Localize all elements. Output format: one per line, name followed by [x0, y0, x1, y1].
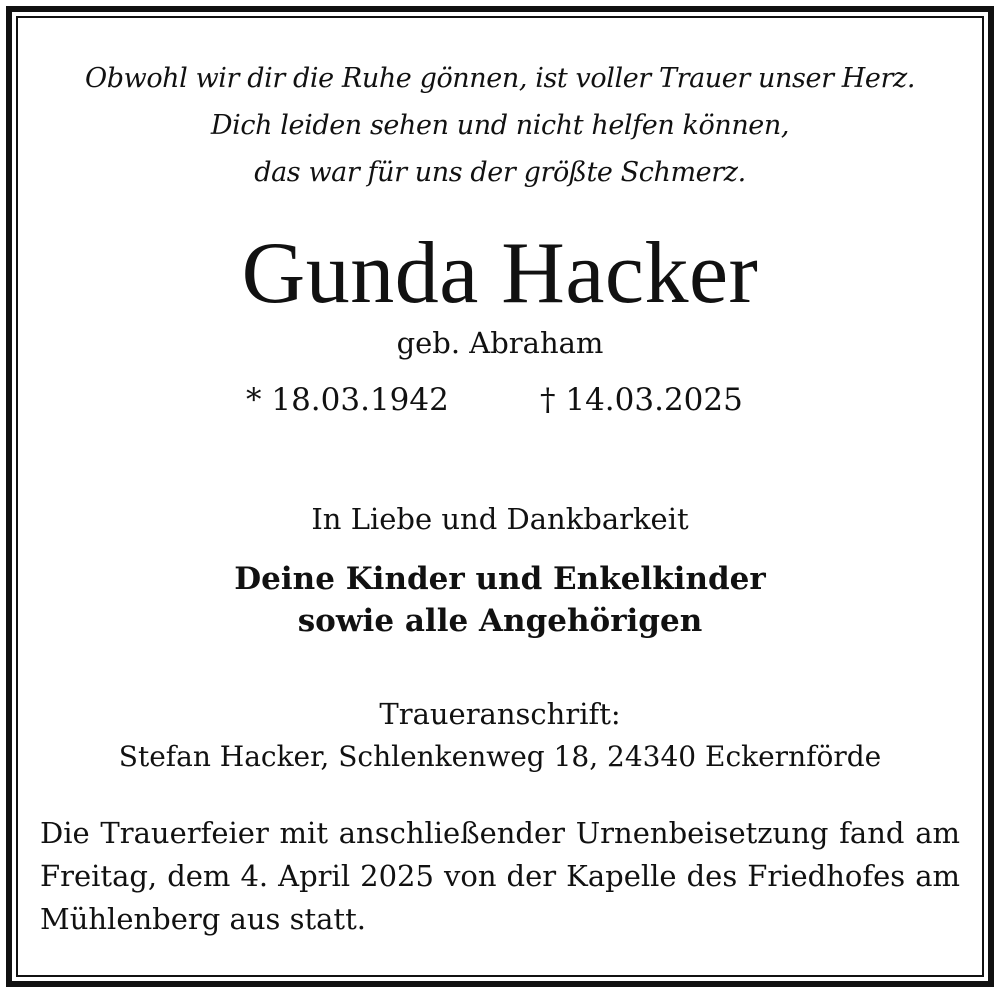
death-date: † 14.03.2025 [540, 382, 743, 418]
mourners-line-1: Deine Kinder und Enkelkinder [234, 561, 766, 597]
closing-phrase: In Liebe und Dankbarkeit [311, 502, 689, 536]
mourners-line-2: sowie alle Angehörigen [297, 603, 703, 639]
birth-name: geb. Abraham [396, 326, 604, 360]
mourning-address: Stefan Hacker, Schlenkenweg 18, 24340 Eckernförde [118, 740, 882, 773]
verse-line-1: Obwohl wir dir die Ruhe gönnen, ist voller Trauer unser Herz. [84, 63, 916, 94]
verse-line-2: Dich leiden sehen und nicht helfen können, [210, 110, 790, 141]
mourning-address-label: Traueranschrift: [379, 697, 621, 731]
verse-line-3: das war für uns der größte Schmerz. [254, 157, 746, 188]
birth-date: * 18.03.1942 [246, 382, 449, 418]
deceased-name: Gunda Hacker [241, 225, 759, 322]
ceremony-notice: Die Trauerfeier mit anschließender Urnenbeisetzung fand am Freitag, dem 4. April 2025 von der Kapelle des Friedhofes am Mühlenberg aus statt. [40, 816, 960, 936]
obituary-notice [18, 18, 982, 975]
